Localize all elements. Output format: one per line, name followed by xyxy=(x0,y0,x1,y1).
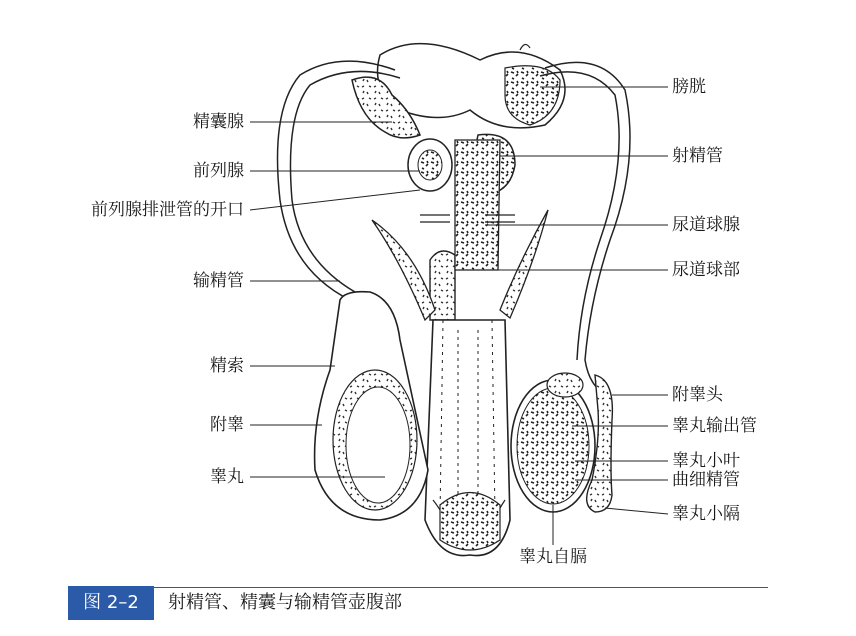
label-spermatic-cord: 精索 xyxy=(210,356,244,376)
label-vas-deferens: 输精管 xyxy=(193,271,244,291)
label-prostate: 前列腺 xyxy=(193,161,244,181)
figure-caption-text: 射精管、精囊与输精管壶腹部 xyxy=(168,592,402,613)
left-testis xyxy=(315,292,428,520)
label-epididymis-head: 附睾头 xyxy=(672,385,723,405)
figure-caption xyxy=(68,586,768,620)
label-bladder: 膀胱 xyxy=(672,77,706,97)
label-seminal-vesicle: 精囊腺 xyxy=(193,112,244,132)
figure-number-badge: 图 2–2 xyxy=(68,586,154,620)
label-testis-septum: 睾丸小隔 xyxy=(672,504,740,524)
label-efferent-ducts: 睾丸输出管 xyxy=(672,416,757,436)
label-prostate-duct-opening: 前列腺排泄管的开口 xyxy=(91,200,244,220)
label-bulbourethral-gland: 尿道球腺 xyxy=(672,215,740,235)
right-testis xyxy=(511,373,612,512)
label-testis-lobule: 睾丸小叶 xyxy=(672,451,740,471)
label-testis: 睾丸 xyxy=(210,467,244,487)
label-ejaculatory-duct: 射精管 xyxy=(672,146,723,166)
label-bulbous-urethra: 尿道球部 xyxy=(672,260,740,280)
label-mediastinum-testis: 睾丸自膈 xyxy=(519,547,587,567)
label-seminiferous-tubules: 曲细精管 xyxy=(672,470,740,490)
label-epididymis: 附睾 xyxy=(210,415,244,435)
